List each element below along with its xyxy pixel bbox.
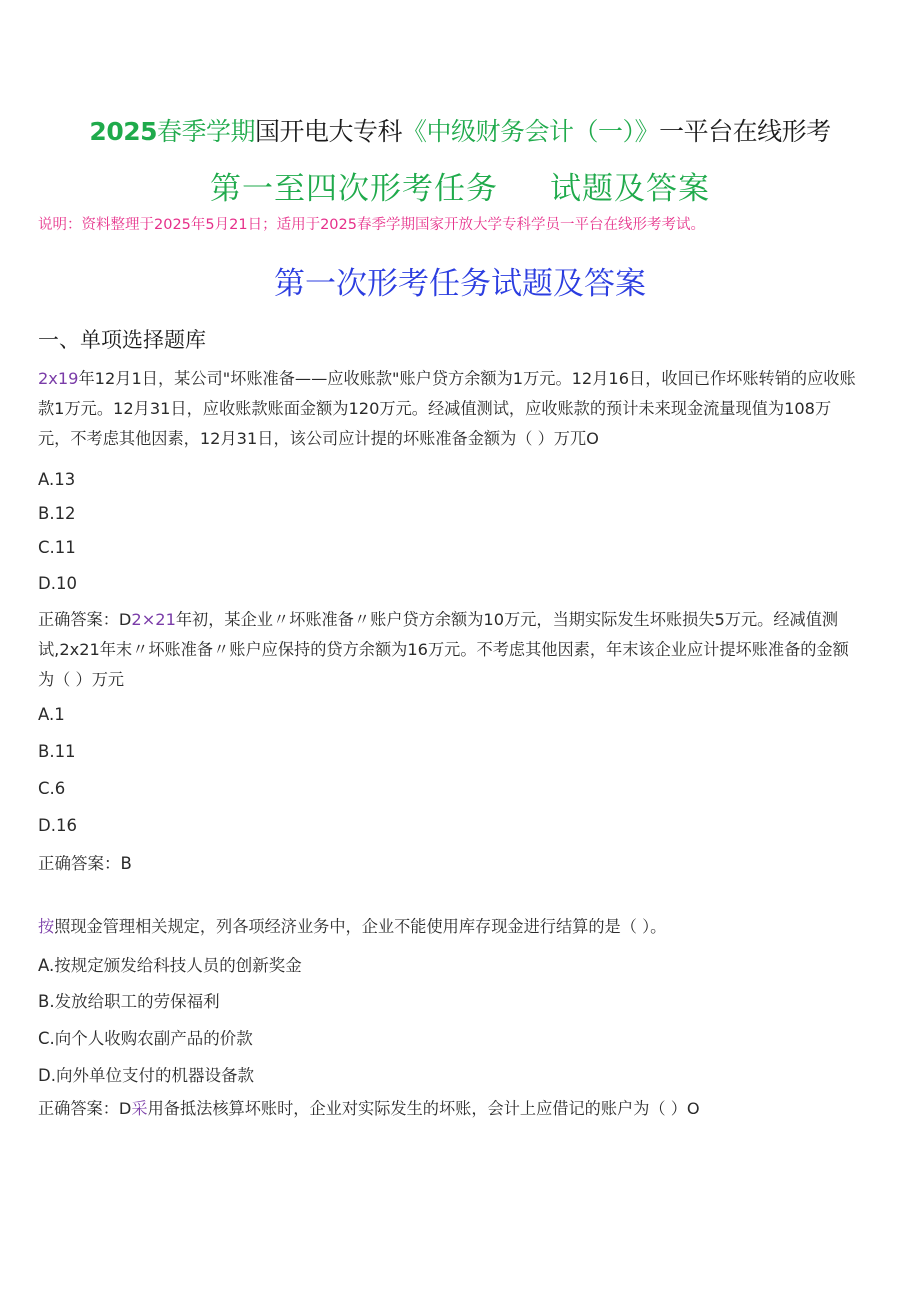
title-school: 国开电大专科 <box>255 117 403 146</box>
question-2-prefix: 2×21 <box>131 610 176 629</box>
question-1-line2: 款1万元。12月31日，应收账款账面金额为120万元。经减值测试，应收账款的预计未来现金流量现值为108万 <box>38 399 832 418</box>
question-2 <box>38 605 898 695</box>
document-subtitle <box>0 163 920 208</box>
question-3-answer: 正确答案：D <box>38 1099 132 1118</box>
document-note: 说明：资料整理于2025年5月21日；适用于2025春季学期国家开放大学专科学员一平台在线形考考试。 <box>38 217 705 233</box>
question-3-option-b: B.发放给职工的劳保福利 <box>38 992 220 1011</box>
question-2-line1: 年初，某企业〃坏账准备〃账户贷方余额为10万元，当期实际发生坏账损失5万元。经减值测 <box>175 610 839 629</box>
question-4-prefix: 采 <box>131 1099 148 1118</box>
question-2-option-a: A.1 <box>38 705 65 724</box>
question-2-line3: 为（ ）万元 <box>38 670 125 689</box>
title-semester: 春季学期 <box>157 117 256 146</box>
question-3-option-d: D.向外单位支付的机器设备款 <box>38 1066 254 1085</box>
question-1-option-a: A.13 <box>38 470 76 489</box>
question-1-answer: 正确答案：D <box>38 610 132 629</box>
question-1-option-d: D.10 <box>38 574 77 593</box>
question-4-line1: 用备抵法核算坏账时，企业对实际发生的坏账，会计上应借记的账户为（ ）O <box>147 1099 700 1118</box>
subtitle-part2: 试题及答案 <box>550 171 710 207</box>
section-title: 第一次形考任务试题及答案 <box>274 266 646 302</box>
question-2-option-c: C.6 <box>38 779 66 798</box>
question-4 <box>38 1094 898 1124</box>
question-1-option-b: B.12 <box>38 504 76 523</box>
question-1-line1: 年12月1日，某公司"坏账准备——应收账款"账户贷方余额为1万元。12月16日，收回已作坏账转销的应收账 <box>78 369 856 388</box>
question-1-prefix: 2x19 <box>38 369 79 388</box>
question-3 <box>38 912 898 942</box>
subtitle-part1: 第一至四次形考任务 <box>210 171 498 207</box>
question-2-answer: 正确答案：B <box>38 854 132 873</box>
question-2-line2: 试,2x21年末〃坏账准备〃账户应保持的贷方余额为16万元。不考虑其他因素，年末该企业应计提坏账准备的金额 <box>38 640 849 659</box>
question-1-line3: 元，不考虑其他因素，12月31日，该公司应计提的坏账准备金额为（ ）万兀O <box>38 429 599 448</box>
section-heading: 一、单项选择题库 <box>38 328 206 352</box>
document-title <box>0 112 920 148</box>
question-3-option-a: A.按规定颁发给科技人员的创新奖金 <box>38 956 302 975</box>
question-1 <box>38 364 898 454</box>
question-3-line1: 照现金管理相关规定，列各项经济业务中，企业不能使用库存现金进行结算的是（ ）。 <box>54 917 667 936</box>
question-3-prefix: 按 <box>38 917 55 936</box>
title-year: 2025 <box>89 117 158 146</box>
title-platform: 一平台在线形考 <box>659 117 831 146</box>
question-1-option-c: C.11 <box>38 538 76 557</box>
question-2-option-b: B.11 <box>38 742 76 761</box>
question-2-option-d: D.16 <box>38 816 77 835</box>
question-3-option-c: C.向个人收购农副产品的价款 <box>38 1029 253 1048</box>
title-course: 《中级财务会计（一）》 <box>402 117 660 146</box>
